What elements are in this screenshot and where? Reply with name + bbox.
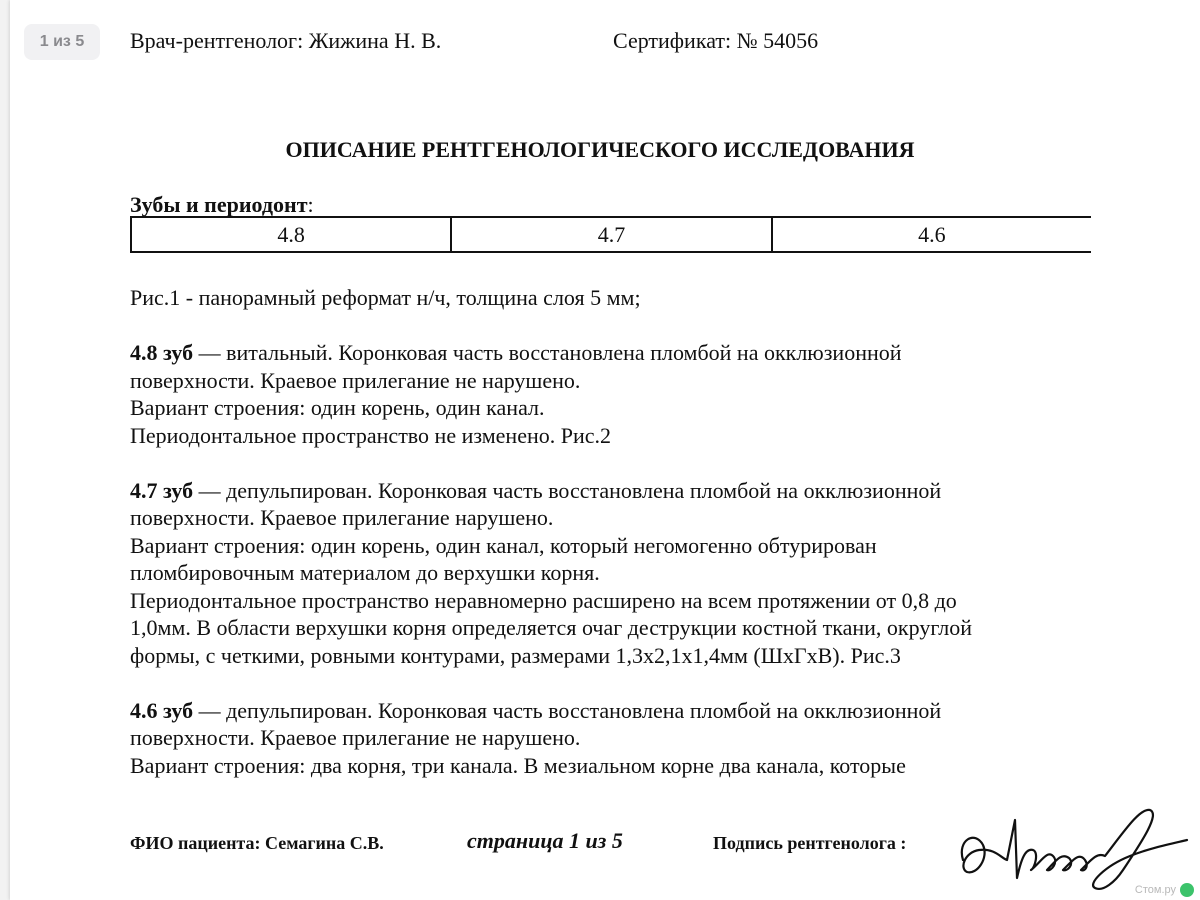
entry-line: Вариант строения: два корня, три канала. В мезиальном корне два канала, которые: [130, 752, 906, 778]
page-indicator-badge: 1 из 5: [24, 24, 100, 60]
document-title: ОПИСАНИЕ РЕНТГЕНОЛОГИЧЕСКОГО ИССЛЕДОВАНИЯ: [285, 137, 915, 162]
entry-line: Периодонтальное пространство не изменено. Рис.2: [130, 422, 612, 448]
entry-line: поверхности. Краевое прилегание нарушено.: [130, 505, 554, 530]
entry-line: поверхности. Краевое прилегание не нарушено.: [130, 725, 581, 750]
tooth-number: 4.8 зуб: [130, 340, 194, 365]
entry-line: Вариант строения: один корень, один канал.: [130, 395, 545, 420]
entry-line: 1,0мм. В области верхушки корня определяется очаг деструкции костной ткани, округлой: [130, 615, 972, 640]
entry-line: пломбировочным материалом до верхушки корня.: [130, 560, 600, 585]
tooth-entry-48: [130, 339, 1090, 367]
doctor-name: Врач-рентгенолог: Жижина Н. В.: [130, 28, 442, 53]
entry-line: Периодонтальное пространство неравномерно расширено на всем протяжении от 0,8 до: [130, 587, 957, 613]
tooth-entry-46: [130, 697, 1090, 725]
teeth-cell: 4.7: [451, 217, 771, 252]
teeth-cell: 4.6: [772, 217, 1091, 252]
document-page: [10, 0, 1200, 900]
entry-line: Вариант строения: один корень, один канал, который негомогенно обтурирован: [130, 532, 877, 558]
teeth-table: [130, 216, 1091, 253]
tooth-logo-icon: [1180, 883, 1194, 897]
signature-label: Подпись рентгенолога :: [713, 833, 907, 853]
entry-line: — депульпирован. Коронковая часть восстановлена пломбой на окклюзионной: [193, 697, 942, 723]
table-row: [131, 217, 1091, 252]
page-footer-number: страница 1 из 5: [467, 828, 623, 853]
figure-note: Рис.1 - панорамный реформат н/ч, толщина слоя 5 мм;: [130, 285, 641, 310]
tooth-entry-47: [130, 477, 1090, 505]
watermark-text: Стом.ру: [1134, 884, 1176, 896]
entry-line: — витальный. Коронковая часть восстановлена пломбой на окклюзионной: [193, 340, 902, 365]
watermark: [1135, 883, 1194, 897]
handwritten-signature: [955, 800, 1190, 895]
teeth-section-label-text: Зубы и периодонт: [130, 192, 308, 217]
certificate-number: Сертификат: № 54056: [613, 28, 819, 53]
teeth-cell: 4.8: [131, 217, 451, 252]
teeth-section-colon: :: [307, 192, 314, 217]
entry-line: — депульпирован. Коронковая часть восстановлена пломбой на окклюзионной: [193, 477, 942, 503]
teeth-section-label: [130, 191, 314, 218]
tooth-number: 4.7 зуб: [130, 477, 194, 503]
report-body: [130, 284, 1090, 779]
tooth-number: 4.6 зуб: [130, 697, 194, 723]
entry-line: поверхности. Краевое прилегание не нарушено.: [130, 367, 581, 393]
patient-name: ФИО пациента: Семагина С.В.: [130, 833, 384, 853]
entry-line: формы, с четкими, ровными контурами, размерами 1,3х2,1х1,4мм (ШхГхВ). Рис.3: [130, 642, 901, 668]
